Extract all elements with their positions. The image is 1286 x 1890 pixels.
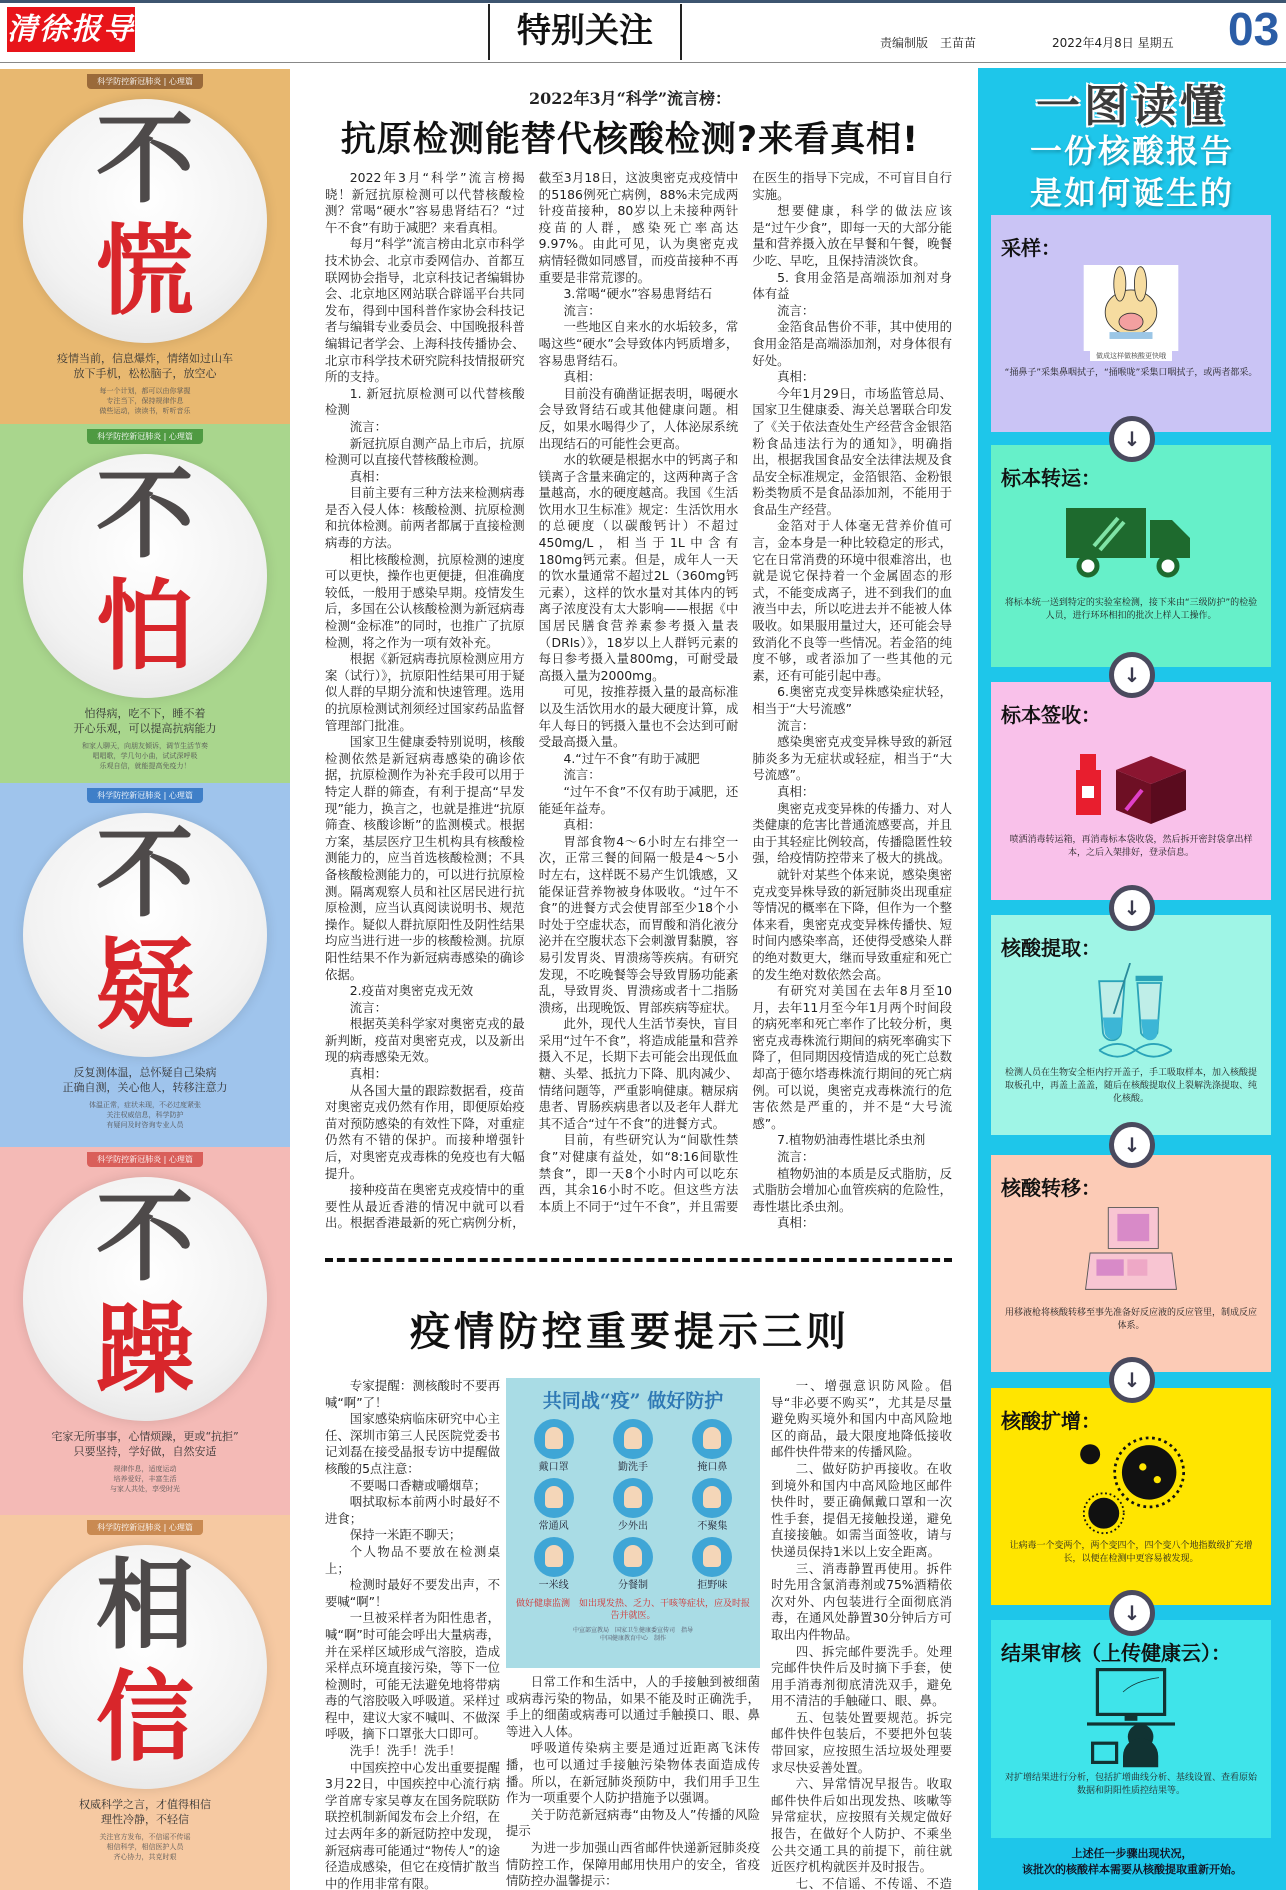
poster-1 xyxy=(0,69,290,424)
paragraph: 目前主要有三种方法来检测病毒是否入侵人体：核酸检测、抗原检测和抗体检测。前两者都属于直接检测病毒的方法。 xyxy=(325,485,525,551)
paragraph: 5. 食用金箔是高端添加剂对身体有益 xyxy=(752,269,952,302)
paragraph: 3.常喝“硬水”容易患肾结石 xyxy=(563,286,713,302)
poster-char-red-text: 信 xyxy=(95,1660,194,1775)
paragraph: “过午不食”不仅有助于减肥，还能延年益寿。 xyxy=(538,783,739,816)
step-illustration-icon xyxy=(1001,1668,1261,1768)
paragraph: 目前没有确凿证据表明，喝硬水会导致肾结石或其他健康问题。相反，如果水喝得少了，人体泌尿系统出现结石的可能性会更高。 xyxy=(538,385,739,451)
paragraph: 检测时最好不要发出声，不要喊“啊”！ xyxy=(325,1577,500,1609)
small-line: 和家人聊天，向朋友倾诉，调节生活节奏 xyxy=(82,742,208,750)
paragraph: 真相： xyxy=(563,817,601,833)
poster-char-red xyxy=(23,928,267,1043)
poster-5 xyxy=(0,1515,290,1890)
tagline-line: 疫情当前，信息爆炸，情绪如过山车 xyxy=(57,352,233,365)
paragraph: 此外，现代人生活节奏快，盲目采用“过午不食”，将造成能量和营养摄入不足，长期下去可能会出现低血糖、头晕、抵抗力下降、肌肉减少、情绪问题等，严重影响健康。糖尿病患者、胃肠疾病患者以及老年人群尤其不适合“过午不食”的进餐方式。 xyxy=(538,1016,739,1131)
section-title: 特别关注 xyxy=(517,11,653,51)
footer-line: 该批次的核酸样本需要从核酸提取重新开始。 xyxy=(1022,1863,1242,1876)
step-illustration-icon xyxy=(1001,263,1261,363)
small-line: 专注当下，保持规律作息 xyxy=(106,397,184,405)
arrow-down-icon: ↓ xyxy=(1109,652,1155,698)
prevention-label: 少外出 xyxy=(617,1521,648,1532)
paragraph: 今年1月29日，市场监管总局、国家卫生健康委、海关总署联合印发了《关于依法查处生产经营含金银箔粉食品违法行为的通知》，明确指出，根据我国食品安全法律法规及食品安全标准规定，金箔银箔、金粉银粉类物质不是食品添加剂，不能用于食品生产经营。 xyxy=(752,385,952,517)
step-illustration-icon xyxy=(1001,1436,1261,1536)
paragraph: 流言： xyxy=(777,717,815,733)
poster-credit-line: 中宣部宣教局 国家卫生健康委宣传司 指导 xyxy=(572,1627,693,1634)
poster-char: 不 xyxy=(95,457,194,572)
paragraph: 想要健康，科学的做法应该是“过午少食”，即每一天的大部分能量和营养摄入放在早餐和午餐，晚餐少吃、早吃，且保持清淡饮食。 xyxy=(752,203,952,268)
step-illustration-icon xyxy=(1001,493,1261,593)
paragraph: 为进一步加强山西省邮件快递新冠肺炎疫情防控工作，保障用邮用快用户的安全，省疫情防控办温馨提示： xyxy=(506,1839,760,1889)
paragraph: 真相： xyxy=(563,369,601,385)
process-step xyxy=(991,215,1271,432)
paragraph: 可见，按推荐摄入量的最高标准以及生活饮用水的最大硬度计算，成年人每日的钙摄入量也不会达到可耐受最高摄入量。 xyxy=(538,684,739,750)
prevention-item xyxy=(514,1537,593,1592)
prevention-item xyxy=(593,1478,672,1533)
arrow-down-icon: ↓ xyxy=(1109,1357,1155,1403)
prevention-illustration-icon xyxy=(613,1419,653,1459)
editor-credit: 责编制版 王苗苗 xyxy=(880,36,977,50)
paragraph: 流言： xyxy=(563,302,601,318)
step-description: 喷洒消毒转运箱，再消毒标本袋收袋，然后拆开密封袋拿出样本，之后入架排好，登录信息。 xyxy=(1009,835,1253,858)
paragraph: 植物奶油的本质是反式脂肪，反式脂肪会增加心血管疾病的危险性，毒性堪比杀虫剂。 xyxy=(752,1165,952,1214)
small-line: 有疑问及时咨询专业人员 xyxy=(106,1121,184,1129)
footer-line: 上述任一步骤出现状况， xyxy=(1071,1847,1193,1860)
step-illustration-icon xyxy=(1001,1203,1261,1303)
paragraph: 相比核酸检测，抗原检测的速度可以更快，操作也更便捷，但准确度较低，一般用于感染早期。疫情发生后，多国在公认核酸检测为新冠病毒检测“金标准”的同时，也推广了抗原检测，将之作为一项有效补充。 xyxy=(325,551,525,650)
poster-3 xyxy=(0,783,290,1147)
paragraph: 一旦被采样者为阳性患者，喊“啊”时可能会呼出大量病毒，并在采样区域形成气溶胶，造成采样点环境直接污染，等下一位检测时，可能无法避免地将带病毒的气溶胶吸入呼吸道。采样过程中，建议大家不喊叫、不做深呼吸，摘下口罩张大口即可。 xyxy=(325,1610,500,1742)
poster-title: 共同战“疫” 做好防护 xyxy=(542,1390,724,1412)
poster-char-red-text: 躁 xyxy=(95,1292,194,1407)
step-description: 用移液枪将核酸转移至事先准备好反应液的反应管里，制成反应体系。 xyxy=(1004,1308,1257,1331)
paragraph: 一、增强意识防风险。倡导“非必要不购买”，尤其是尽量避免购买境外和国内中高风险地区的商品，最大限度地降低接收邮件快件带来的传播风险。 xyxy=(771,1378,952,1460)
poster-circle xyxy=(23,813,267,1057)
paragraph: 关于防范新冠病毒“由物及人”传播的风险提示 xyxy=(506,1806,760,1839)
infographic-subtitle: 是如何诞生的 xyxy=(1029,174,1234,212)
poster-char: 相 xyxy=(95,1548,194,1663)
paragraph: 个人物品不要放在检测桌上； xyxy=(325,1543,500,1576)
step-title: 标本签收： xyxy=(1001,703,1101,727)
process-step xyxy=(991,445,1271,667)
small-line: 做些运动，读读书，听听音乐 xyxy=(99,407,191,415)
poster-4 xyxy=(0,1147,290,1515)
prevention-label: 一米线 xyxy=(538,1580,569,1591)
step-description: 让病毒一个变两个，两个变四个，四个变八个地指数级扩充增长，以便在检测中更容易被发现。 xyxy=(1009,1541,1253,1564)
poster-warning: 做好健康监测 如出现发热、乏力、干咳等症状，应及时报告并就医。 xyxy=(516,1599,751,1621)
poster-circle xyxy=(23,1545,267,1789)
poster-char-red xyxy=(23,569,267,684)
poster-char-red xyxy=(23,214,267,329)
paragraph: 奥密克戎变异株的传播力、对人类健康的危害比普通流感要高，并且由于其轻症比例较高，传播隐匿性较强，给疫情防控带来了极大的挑战。 xyxy=(752,800,952,866)
prevention-item xyxy=(514,1419,593,1474)
tagline-line: 权威科学之言，才值得相信 xyxy=(79,1798,211,1811)
tagline-line: 反复测体温，总怀疑自己染病 xyxy=(73,1066,217,1079)
paragraph: 根据《新冠病毒抗原检测应用方案（试行）》，抗原阳性结果可用于疑似人群的早期分流和快速管理。选用的抗原检测试剂须经过国家药品监督管理部门批准。 xyxy=(325,651,525,733)
poster-char-red-text: 怕 xyxy=(95,569,194,684)
nucleic-acid-infographic xyxy=(978,68,1286,1890)
paragraph: 金箔对于人体毫无营养价值可言，金本身是一种比较稳定的形式，它在日常消费的环境中很难溶出，也就是说它保持着一个金属固态的形式，不能变成离子，进不到我们的血液当中去，所以吃进去并不能被人体吸收。如果服用量过大，还可能会导致消化不良等一些情况。若金箔的纯度不够，或者添加了一些其他的元素，还有可能引起中毒。 xyxy=(752,518,952,683)
paragraph: 一些地区自来水的水垢较多，常喝这些“硬水”会导致体内钙质增多，容易患肾结石。 xyxy=(538,319,739,368)
poster-circle xyxy=(23,99,267,343)
prevention-label: 勤洗手 xyxy=(617,1462,648,1473)
prevention-illustration-icon xyxy=(534,1537,574,1577)
tagline-line: 正确自测，关心他人，转移注意力 xyxy=(62,1081,228,1094)
prevention-illustration-icon xyxy=(613,1537,653,1577)
poster-tagline xyxy=(0,1429,290,1459)
prevention-grid xyxy=(506,1419,760,1592)
step-title: 标本转运： xyxy=(1001,466,1101,490)
paragraph: 根据英美科学家对奥密克戎的最新判断，疫苗对奥密克戎，以及新出现的病毒感染无效。 xyxy=(325,1016,525,1065)
paragraph: 呼吸道传染病主要是通过近距离飞沫传播，也可以通过手接触污染物体表面造成传播。所以，在新冠肺炎预防中，我们用手卫生作为一项重要个人防护措施予以强调。 xyxy=(506,1740,760,1806)
paragraph: 国家感染病临床研究中心主任、深圳市第三人民医院党委书记刘磊在接受晶报专访中提醒做核酸的5点注意： xyxy=(325,1411,500,1476)
article2-title: 疫情防控重要提示三则 xyxy=(410,1309,850,1355)
step-description: 对扩增结果进行分析，包括扩增曲线分析、基线设置、查看原始数据和阴阳性质控结果等。 xyxy=(1004,1773,1257,1796)
step-title: 采样： xyxy=(1001,236,1061,260)
paragraph: 六、异常情况早报告。收取邮件快件后如出现发热、咳嗽等异常症状，应按照有关规定做好报告，在做好个人防护、不乘坐公共交通工具的前提下，前往就近医疗机构就医并及时报告。 xyxy=(771,1776,952,1875)
divider xyxy=(680,4,682,60)
paragraph: 流言： xyxy=(349,999,387,1015)
article-body xyxy=(325,170,952,1248)
small-line: 相信科学，相信医护人员 xyxy=(106,1843,184,1851)
process-step xyxy=(991,1620,1271,1838)
paragraph: 1. 新冠抗原检测可以代替核酸检测 xyxy=(325,385,525,418)
prevention-illustration-icon xyxy=(692,1478,732,1518)
paragraph: 保持一米距不聊天； xyxy=(349,1527,462,1543)
poster-small-text xyxy=(0,386,290,416)
poster-badge: 科学防控新冠肺炎 | 心理篇 xyxy=(87,1152,203,1167)
paragraph: 目前，有些研究认为“间歇性禁食”对健康有益处，如“8:16间歇性禁食”，即一天8个小时内可以吃东西，其余16小时不吃。但这些方法本质上不同于“过午不食”，并且需要在医生的指导下完成，不可盲目自行实施。 xyxy=(538,170,952,1214)
prevention-label: 戴口罩 xyxy=(538,1462,569,1473)
small-line: 体温正常，症状未现，不必过度紧张 xyxy=(89,1101,201,1109)
poster-small-text xyxy=(0,1832,290,1862)
paragraph: 洗手！洗手！洗手！ xyxy=(349,1743,462,1759)
small-line: 培养爱好，丰富生活 xyxy=(113,1475,177,1483)
poster-tagline xyxy=(0,351,290,381)
issue-date: 2022年4月8日 星期五 xyxy=(1052,36,1174,50)
small-line: 唱唱歌，学几句小曲，试试深呼吸 xyxy=(92,752,198,760)
article-kicker: 2022年3月“科学”流言榜： xyxy=(528,89,732,108)
prevention-label: 掩口鼻 xyxy=(697,1462,728,1473)
paragraph: 七、不信谣、不传谣、不造 xyxy=(795,1875,952,1890)
prevention-label: 分餐制 xyxy=(617,1580,648,1591)
poster-char: 不 xyxy=(95,102,194,217)
small-line: 关注官方发布，不信谣不传谣 xyxy=(99,1833,191,1841)
infographic-footer xyxy=(978,1846,1286,1878)
article2-right-column xyxy=(771,1378,952,1890)
step-description: 将标本统一送到特定的实验室检测，接下来由“三级防护”的检验人员，进行环环相扣的批次上样人工操作。 xyxy=(1004,598,1258,621)
tagline-line: 怕得病，吃不下，睡不着 xyxy=(84,707,206,720)
paragraph: 不要喝口香糖或嚼烟草； xyxy=(349,1477,487,1493)
prevention-illustration-icon xyxy=(692,1537,732,1577)
small-line: 齐心协力，共克时艰 xyxy=(113,1853,177,1861)
newspaper-logo: 清徐报导 xyxy=(7,7,135,52)
prevention-label: 不聚集 xyxy=(697,1521,728,1532)
paragraph: 流言： xyxy=(563,767,601,783)
article2-left-column xyxy=(325,1378,500,1890)
poster-small-text xyxy=(0,1464,290,1494)
prevention-item xyxy=(673,1478,752,1533)
step-title: 结果审核（上传健康云）： xyxy=(1001,1641,1231,1665)
small-line: 规律作息，适度运动 xyxy=(113,1465,177,1473)
process-step xyxy=(991,915,1271,1135)
article-headline: 抗原检测能替代核酸检测?来看真相! xyxy=(340,120,920,160)
paragraph: 真相： xyxy=(777,369,815,385)
poster-tagline xyxy=(0,1065,290,1095)
prevention-item xyxy=(673,1537,752,1592)
poster-small-text xyxy=(0,1100,290,1130)
tagline-line: 宅家无所事事，心情烦躁，更或“抗拒” xyxy=(51,1430,239,1443)
small-line: 乐观自信，就能提高免疫力！ xyxy=(99,762,191,770)
paragraph: 流言： xyxy=(349,418,387,434)
dashed-separator xyxy=(325,1258,952,1262)
poster-circle xyxy=(23,454,267,698)
poster-badge: 科学防控新冠肺炎 | 心理篇 xyxy=(87,1520,203,1535)
infographic-title: 一图读懂 xyxy=(1036,81,1228,132)
paragraph: 中国疾控中心发出重要提醒 3月22日，中国疾控中心流行病学首席专家吴尊友在国务院联防联控机制新闻发布会上介绍，在过去两年多的新冠防控中发现，新冠病毒可能通过“物传人”的途径造成感染，但它在疫情扩散当中的作用非常有限。 xyxy=(325,1759,500,1890)
poster-badge: 科学防控新冠肺炎 | 心理篇 xyxy=(87,788,203,803)
article2-middle-column xyxy=(506,1674,760,1890)
paragraph: 真相： xyxy=(777,783,815,799)
prevention-poster xyxy=(506,1378,760,1668)
prevention-item xyxy=(514,1478,593,1533)
step-illustration-icon xyxy=(1001,730,1261,830)
arrow-down-icon: ↓ xyxy=(1109,885,1155,931)
paragraph: 流言： xyxy=(777,1149,815,1165)
paragraph: 四、拆完邮件要洗手。处理完邮件快件后及时摘下手套，使用手消毒剂彻底清洗双手，避免用不清洁的手触碰口、眼、鼻。 xyxy=(771,1643,952,1709)
process-step xyxy=(991,1155,1271,1372)
prevention-item xyxy=(673,1419,752,1474)
poster-char: 不 xyxy=(95,1180,194,1295)
tagline-line: 理性冷静，不轻信 xyxy=(101,1813,189,1826)
paragraph: 咽拭取标本前两小时最好不进食； xyxy=(325,1494,500,1526)
step-title: 核酸提取： xyxy=(1001,936,1101,960)
prevention-item xyxy=(593,1419,672,1474)
paragraph: 2022年3月“科学”流言榜揭晓！新冠抗原检测可以代替核酸检测？常喝“硬水”容易患肾结石？“过午不食”有助于减肥？来看真相。 xyxy=(325,170,525,235)
paragraph: 五、包装处置要规范。拆完邮件快件包装后，不要把外包装带回家，应按照生活垃圾处理要求尽快妥善处置。 xyxy=(771,1709,952,1775)
paragraph: 国家卫生健康委特别说明，核酸检测依然是新冠病毒感染的确诊依据，抗原检测作为补充手段可以用于特定人群的筛查，有利于提高“早发现”能力，换言之，也就是推进“抗原筛查、核酸诊断”的监测模式。根据方案，基层医疗卫生机构具有核酸检测能力的，应当首选核酸检测；不具备核酸检测能力的，可以进行抗原检测。隔离观察人员和社区居民进行抗原检测，应当认真阅读说明书、规范操作。疑似人群抗原阳性及阴性结果均应当进行进一步的核酸检测。抗原阳性结果不作为新冠病毒感染的确诊依据。 xyxy=(325,734,525,982)
prevention-illustration-icon xyxy=(534,1419,574,1459)
poster-circle xyxy=(23,1177,267,1421)
step-title: 核酸转移： xyxy=(1001,1176,1101,1200)
paragraph: 金箔食品售价不菲，其中使用的食用金箔是高端添加剂，对身体很有好处。 xyxy=(752,319,952,368)
tagline-line: 开心乐观，可以提高抗病能力 xyxy=(73,722,217,735)
paragraph: 4.“过午不食”有助于减肥 xyxy=(563,750,700,766)
arrow-down-icon: ↓ xyxy=(1109,1122,1155,1168)
arrow-down-icon: ↓ xyxy=(1109,416,1155,462)
paragraph: 感染奥密克戎变异株导致的新冠肺炎多为无症状或轻症，相当于“大号流感”。 xyxy=(752,734,952,783)
paragraph: 每月“科学”流言榜由北京市科学技术协会、北京市委网信办、首都互联网协会指导，北京科技记者编辑协会、北京地区网站联合辟谣平台共同发布，得到中国科普作家协会科技记者与编辑专业委员会、中国晚报科普编辑记者学会、上海科技传播协会、北京市科学技术研究院科技情报研究所的支持。 xyxy=(325,236,525,385)
poster-char-red xyxy=(23,1660,267,1775)
paragraph: 水的软硬是根据水中的钙离子和镁离子含量来确定的，这两种离子含量越高，水的硬度越高。我国《生活饮用水卫生标准》规定：生活饮用水的总硬度（以碳酸钙计）不超过450mg/L，相当于1L中含有180mg钙元素。但是，成年人一天的饮水量通常不超过2L（360mg钙元素），这样的饮水量对其体内的钙离子浓度没有太大影响——根据《中国居民膳食营养素参考摄入量表（DRIs）》，18岁以上人群钙元素的每日参考摄入量800mg，可耐受最高摄入量为2000mg。 xyxy=(538,452,739,683)
top-rule xyxy=(0,0,1286,3)
image-caption: 做成这样做核酸更快哦 xyxy=(1090,351,1172,361)
header-rule xyxy=(0,62,1286,63)
paragraph: 2.疫苗对奥密克戎无效 xyxy=(349,983,474,999)
paragraph: 三、消毒静置再使用。拆件时先用含氯消毒剂或75%酒精依次对外、内包装进行全面彻底消毒，在通风处静置30分钟后方可取出内件物品。 xyxy=(771,1560,952,1642)
paragraph: 真相： xyxy=(777,1215,815,1231)
step-description: 检测人员在生物安全柜内拧开盖子，手工吸取样本，加入核酸提取板孔中，再盖上盖盖，随后在核酸提取仪上裂解洗涤提取、纯化核酸。 xyxy=(1004,1068,1257,1104)
prevention-label: 常通风 xyxy=(538,1521,569,1532)
page-number: 03 xyxy=(1228,3,1280,55)
poster-char-red-text: 疑 xyxy=(95,928,194,1043)
paragraph: 真相： xyxy=(349,1066,387,1082)
poster-tagline xyxy=(0,1797,290,1827)
poster-tagline xyxy=(0,706,290,736)
prevention-illustration-icon xyxy=(692,1419,732,1459)
paragraph: 接种疫苗在奥密克戎疫情中的重要性从最近香港的情况中就可以看出。根据香港最新的死亡病例分析，截至3月18日，这波奥密克戎疫情中的5186例死亡病例，88%未完成两针疫苗接种，80岁以上未接种两针疫苗的人群，感染死亡率高达9.97%。由此可见，认为奥密克戎病情轻微如同感冒，而疫苗接种不再重要是非常荒谬的。 xyxy=(325,170,739,1231)
paragraph: 从各国大量的跟踪数据看，疫苗对奥密克戎仍然有作用，即便原始疫苗对预防感染的有效性下降，对重症仍然有不错的保护。而接种增强针后，对奥密克戎毒株的免疫也有大幅提升。 xyxy=(325,1082,525,1181)
paragraph: 真相： xyxy=(349,468,387,484)
poster-credit-line: 中国健康教育中心 制作 xyxy=(599,1635,666,1642)
paragraph: 专家提醒：测核酸时不要再喊“啊”了！ xyxy=(325,1378,500,1410)
poster-small-text xyxy=(0,741,290,771)
arrow-down-icon: ↓ xyxy=(1109,1590,1155,1636)
poster-char-red xyxy=(23,1292,267,1407)
paragraph: 胃部食物4～6小时左右排空一次，正常三餐的间隔一般是4～5小时左右，这样既不易产生饥饿感，又能保证营养物被身体吸收。“过午不食”的进餐方式会使胃部至少18个小时处于空虚状态，而胃酸和消化液分泌并在空腹状态下会刺激胃黏膜，容易引发胃炎、胃溃疡等疾病。有研究发现，不吃晚餐等会导致胃肠功能紊乱，导致胃炎、胃溃疡或者十二指肠溃疡，出现晚饭、胃部疾病等症状。 xyxy=(538,833,739,1015)
prevention-illustration-icon xyxy=(534,1478,574,1518)
tagline-line: 放下手机，松松脑子，放空心 xyxy=(73,367,217,380)
prevention-label: 拒野味 xyxy=(697,1580,728,1591)
poster-badge: 科学防控新冠肺炎 | 心理篇 xyxy=(87,429,203,444)
paragraph: 就针对某些个体来说，感染奥密克戎变异株导致的新冠肺炎出现重症等情况的概率在下降，但作为一个整体来看，奥密克戎变异株传播快、短时间内感染率高，还使得受感染人群的绝对数更大，继而导致重症和死亡的发生绝对数依然会高。 xyxy=(752,866,952,982)
poster-credit xyxy=(506,1627,760,1643)
step-title: 核酸扩增： xyxy=(1001,1409,1101,1433)
prevention-item xyxy=(593,1537,672,1592)
paragraph: 二、做好防护再接收。在收到境外和国内中高风险地区邮件快件时，要正确佩戴口罩和一次性手套，提倡无接触投递，避免直接接触。如需当面签收，请与快递员保持1米以上安全距离。 xyxy=(771,1460,952,1559)
paragraph: 6.奥密克戎变异株感染症状轻，相当于“大号流感” xyxy=(752,684,952,716)
prevention-illustration-icon xyxy=(613,1478,653,1518)
small-line: 关注权威信息，科学防护 xyxy=(106,1111,184,1119)
poster-char-red-text: 慌 xyxy=(95,214,194,329)
paragraph: 有研究对美国在去年8月至10月，去年11月至今年1月两个时间段的病死率和死亡率作了比较分析，奥密克戎毒株流行期间的病死率确实下降了，但同期因疫情造成的死亡总数却高于德尔塔毒株流行期间的死亡病例。可以说，奥密克戎毒株流行的危害依然是严重的，并不是“大号流感”。 xyxy=(752,983,952,1131)
process-step xyxy=(991,1388,1271,1605)
poster-2 xyxy=(0,424,290,783)
tagline-line: 只要坚持，学好做，自然安适 xyxy=(73,1445,217,1458)
paragraph: 7.植物奶油毒性堪比杀虫剂 xyxy=(777,1132,926,1148)
poster-char: 不 xyxy=(95,816,194,931)
step-description: “捅鼻子”采集鼻咽拭子，“捅喉咙”采集口咽拭子，或两者都采。 xyxy=(1004,368,1258,378)
paragraph: 日常工作和生活中，人的手接触到被细菌或病毒污染的物品，如果不能及时正确洗手，手上的细菌或病毒可以通过手触摸口、眼、鼻等进入人体。 xyxy=(506,1674,760,1739)
small-line: 每一个计划，都可以由你掌握 xyxy=(99,387,191,395)
paragraph: 流言： xyxy=(777,302,815,318)
small-line: 与家人共处，享受时光 xyxy=(110,1485,180,1493)
paragraph: 新冠抗原自测产品上市后，抗原检测可以直接代替核酸检测。 xyxy=(325,435,525,468)
process-step xyxy=(991,682,1271,900)
poster-badge: 科学防控新冠肺炎 | 心理篇 xyxy=(87,74,203,89)
infographic-subtitle: 一份核酸报告 xyxy=(1029,132,1234,170)
step-illustration-icon xyxy=(1001,963,1261,1063)
